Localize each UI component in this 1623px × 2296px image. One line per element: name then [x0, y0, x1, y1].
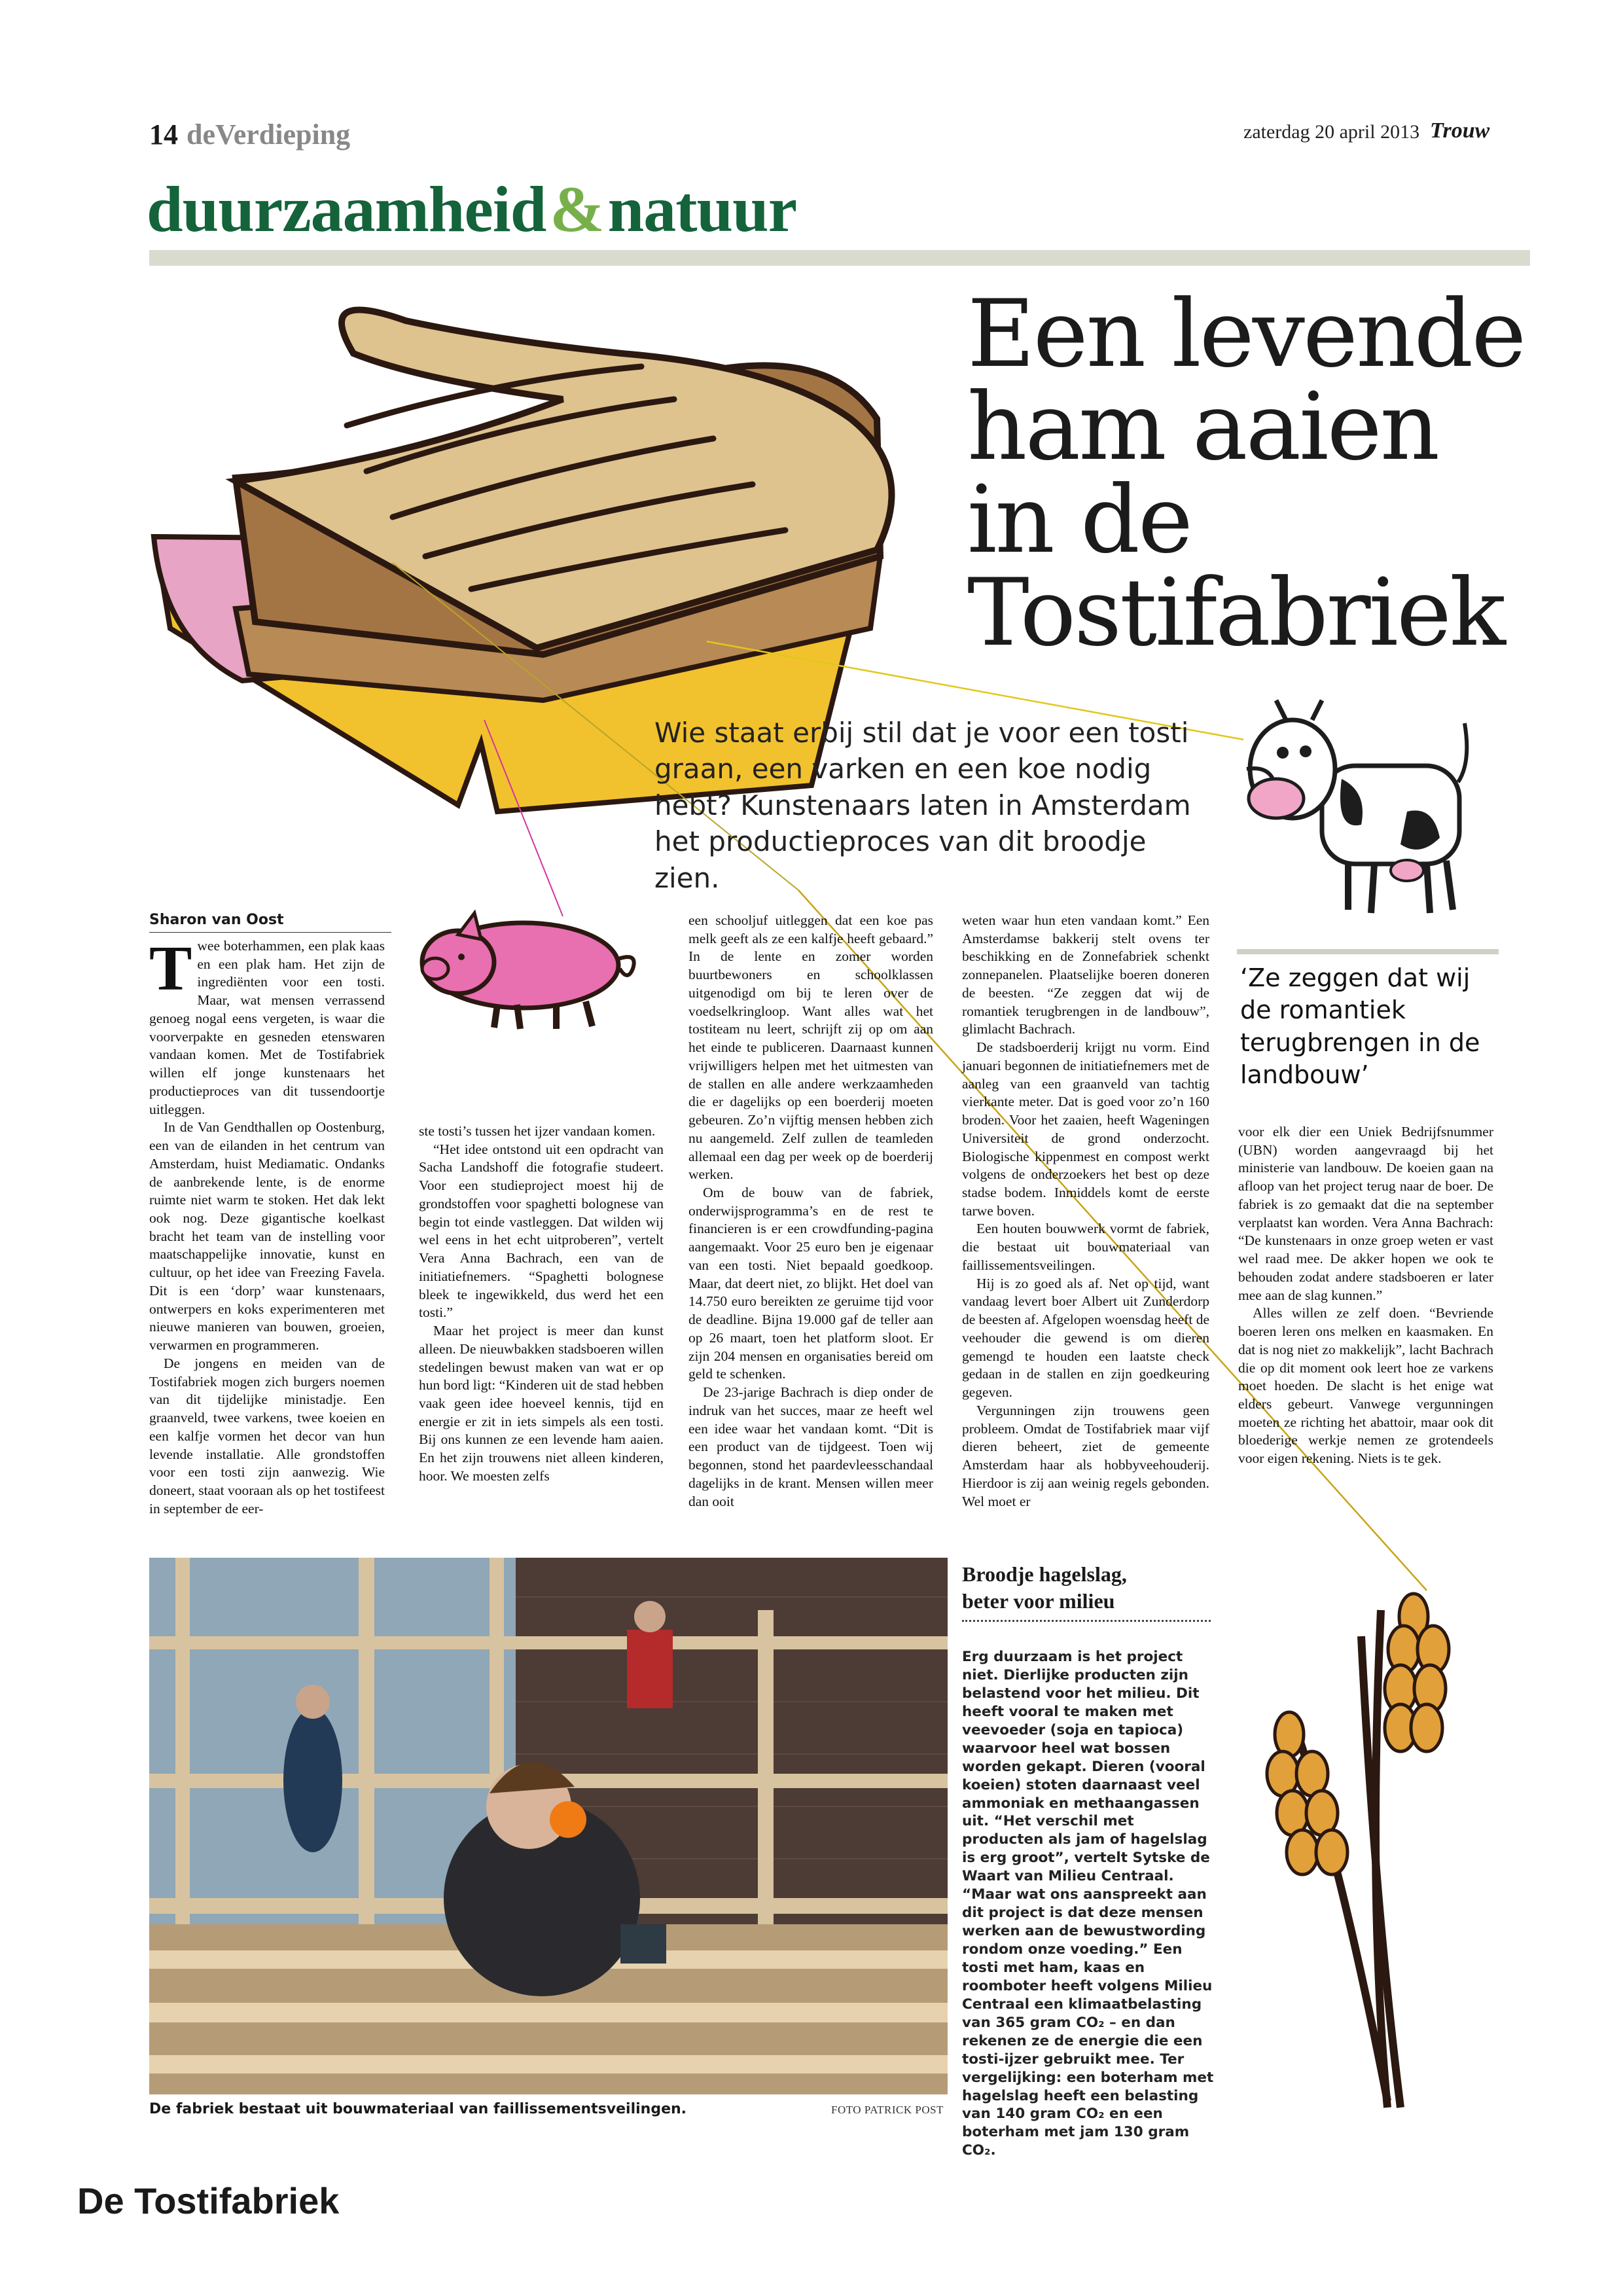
paragraph-text: wee boterhammen, een plak kaas en een plak ham. Het zijn de ingrediënten voor een tosti. Maar, wat mensen verrassend genoeg nogal eens vergeten, is waar die voorverpakte en gesneden etenswaren vandaan komen. Met de Tostifabriek willen elf jonge kunstenaars het productieproces van dit tussendoortje uitleggen.	[149, 938, 385, 1117]
paragraph: weten waar hun eten vandaan komt.” Een Amsterdamse bakkerij stelt ovens ter beschikking en de Zonnefabriek schenkt zonnepanelen. Plaatselijke boeren doneren de beesten. “Ze zeggen dat wij de romantiek terugbrengen in de landbouw”, glimlacht Bachrach.	[962, 912, 1209, 1037]
paragraph: ste tosti’s tussen het ijzer vandaan komen.	[419, 1123, 656, 1139]
paragraph: De 23-jarige Bachrach is diep onder de indruk van het succes, maar ze heeft wel een idee waar het vandaan komt. “Dit is een product van de tijdgeest. Toen wij begonnen, stond het paardevleesschandaal dagelijks in de krant. Mensen willen meer dan ooit	[688, 1384, 933, 1509]
page-number: 14	[149, 118, 178, 151]
wheat-icon	[1267, 1594, 1449, 2108]
byline: Sharon van Oost	[149, 912, 391, 933]
headline-line-3: in de	[967, 466, 1191, 574]
rubric-part2: natuur	[607, 173, 797, 245]
paragraph: voor elk dier een Uniek Bedrijfsnummer (UBN) worden aangevraagd bij het ministerie van landbouw. De koeien gaan na afloop van het project terug naar de boer. De fabriek is zo gemaakt dat die na september verplaatst kan worden. Vera Anna Bachrach: “De kunstenaars in onze groep weten er vast wel raad mee. De akker hopen we ook te behouden zodat andere stadsboeren er later mee aan de slag kunnen.”	[1238, 1124, 1493, 1303]
headline-line-2: ham aaien	[967, 373, 1438, 481]
article-intro: Wie staat erbij stil dat je voor een tosti graan, een varken en een koe nodig hebt? Kunstenaars laten in Amsterdam het productieproces van dit broodje zien.	[654, 717, 1191, 894]
paragraph: Alles willen ze zelf doen. “Bevriende boeren leren ons melken en kaasmaken. En dat is nog niet zo makkelijk”, lacht Bachrach die op dit moment ook leert hoe ze varkens moet hoeden. De slacht is het enige wat elders gebeurt. Vanwege vergunningen moeten ze richting het abattoir, maar ook dit bloederige werkje nemen ze grotendeels voor eigen rekening. Niets is te gek.	[1238, 1305, 1493, 1467]
photo-caption: De fabriek bestaat uit bouwmateriaal van faillissementsveilingen.	[149, 2101, 687, 2117]
quote-divider	[1237, 949, 1499, 954]
headline-line-1: Een levende	[967, 280, 1525, 388]
article-column-2	[419, 1122, 664, 1486]
article-column-1	[149, 933, 385, 1518]
headline-line-4: Tostifabriek	[967, 559, 1505, 667]
article-headline	[967, 280, 1556, 667]
pull-quote: ‘Ze zeggen dat wij de romantiek terugbrengen in de landbouw’	[1240, 963, 1480, 1090]
paragraph: Hij is zo goed als af. Net op tijd, want vandaag levert boer Albert uit Zunderdorp de beesten af. Afgelopen woensdag heeft de veehouder die gewend is om dieren gemengd te houden een laatste check gedaan in de stallen en zijn goedkeuring gegeven.	[962, 1275, 1209, 1401]
footer-title: De Tostifabriek	[77, 2180, 340, 2221]
newspaper-brand: Trouw	[1430, 118, 1490, 143]
paragraph: Een houten bouwwerk vormt de fabriek, die bestaat uit bouwmateriaal van faillissementsveilingen.	[962, 1221, 1209, 1273]
rubric-part1: duurzaamheid	[147, 173, 546, 245]
construction-photo	[149, 1558, 948, 2094]
paragraph: Om de bouw van de fabriek, onderwijsprogramma’s en de rest te financieren is er een crowdfunding-pagina aangemaakt. Voor 25 euro ben je eigenaar van een tosti. Niet bepaald goedkoop. Maar, dat deert niet, zo blijkt. Het doel van 14.750 euro bereikten ze geruime tijd voor de deadline. Bijna 19.000 gaf de teller aan op 26 maart, toen het platform sloot. Er zijn 204 mensen en organisaties bereid om geld te schenken.	[688, 1185, 933, 1382]
sidebar-title-line-1: Broodje hagelslag,	[962, 1562, 1127, 1586]
sidebar-title-line-2: beter voor milieu	[962, 1588, 1115, 1613]
article-column-5	[1238, 1123, 1493, 1468]
article-photo	[149, 1558, 948, 2094]
article-column-3	[688, 912, 933, 1511]
paragraph: De jongens en meiden van de Tostifabriek mogen zich burgers noemen van dit tijdelijke ministadje. Een graanveld, twee varkens, twee koeien en een kalfje vormen het decor van hun levende installatie. Alle grondstoffen voor een tosti zijn aanwezig. Wie doneert, staat vooraan als op het tostifeest in september de eer-	[149, 1355, 385, 1516]
rubric-ampersand: &	[550, 173, 604, 245]
paragraph: De stadsboerderij krijgt nu vorm. Eind januari begonnen de initiatiefnemers met de aanleg van een graanveld van tachtig vierkante meter. Dat is goed voor zo’n 160 broden. Voor het zaaien, heeft Wageningen Universiteit de grond onderzocht. Biologische kippenmest en compost werkt volgens de onderzoekers het best op deze stadse bodem. Inmiddels komt de eerste tarwe boven.	[962, 1039, 1209, 1219]
paragraph: Maar het project is meer dan kunst alleen. De nieuwbakken stadsboeren willen stedelingen bewust maken van wat er op hun bord ligt: “Kinderen uit de stad hebben vaak geen idee hoeveel kennis, tijd en energie er zit in iets simpels als een tosti. Bij ons kunnen ze een levende ham aaien. En het zijn trouwens niet alleen kinderen, hoor. We moesten zelfs	[419, 1323, 664, 1484]
paragraph	[149, 933, 385, 1119]
sidebar-title	[962, 1561, 1211, 1615]
section-name: deVerdieping	[187, 118, 351, 151]
drop-cap: T	[149, 933, 192, 1004]
photo-credit: FOTO PATRICK POST	[831, 2104, 944, 2116]
paragraph: een schooljuf uitleggen dat een koe pas melk geeft als ze een kalfje heeft gebaard.” In de lente en zomer worden buurtbewoners en schoolklassen uitgenodigd om bij te leren over de voedselkringloop. Want alles wat het tostiteam nu leert, schrijft zij op om aan het einde te publiceren. Daarnaast kunnen vrijwilligers helpen met het uitmesten van de stallen en alle andere werkzaamheden die er dagelijks op een boerderij moeten gebeuren. Zo’n vijftig mensen hebben zich nu aangemeld. Zelf zullen de teamleden allemaal een dag per week op de boerderij werken.	[688, 912, 933, 1183]
paragraph: “Het idee ontstond uit een opdracht van Sacha Landshoff die fotografie studeert. Voor een studieproject moest hij de grondstoffen voor spaghetti bolognese van begin tot einde vastleggen. Dat wilden wij wel eens in het echt uitproberen”, vertelt Vera Anna Bachrach, een van de initiatiefnemers. “Spaghetti bolognese bleek te ingewikkeld, dus werd het een tosti.”	[419, 1141, 664, 1321]
issue-date: zaterdag 20 april 2013	[1243, 121, 1420, 143]
sidebar-body: Erg duurzaam is het project niet. Dierlijke producten zijn belastend voor het milieu. Dit heeft vooral te maken met veevoeder (soja en tapioca) waarvoor heel wat bossen worden gekapt. Dieren (vooral koeien) stoten daarnaast veel ammoniak en methaangassen uit. “Het verschil met producten als jam of hagelslag is erg groot”, vertelt Sytske de Waart van Milieu Centraal. “Maar wat ons aanspreekt aan dit project is dat deze mensen werken aan de bewustwording rondom onze voeding.” Een tosti met ham, kaas en roomboter heeft volgens Milieu Centraal een klimaatbelasting van 365 gram CO₂ – en dan rekenen ze de energie die een tosti-ijzer gebruikt mee. Ter vergelijking: een boterham met hagelslag heeft een belasting van 140 gram CO₂ en een boterham met jam 130 gram CO₂.	[962, 1649, 1214, 2159]
pig-icon	[422, 913, 634, 1029]
paragraph: In de Van Gendthallen op Oostenburg, een van de eilanden in het centrum van Amsterdam, huist Mediamatic. Ondanks de aanbrekende lente, is de enorme ruimte niet warm te stoken. Het dak lekt ook nog. Deze gigantische koelkast bracht het team van de instelling voor maatschappelijke innovatie, kunst en cultuur, op het idee van Freezing Favela. Dit is een ‘dorp’ waar kunstenaars, ontwerpers en koks experimenteren met nieuwe manieren van bouwen, groeien, verwarmen en programmeren.	[149, 1119, 385, 1354]
article-column-4	[962, 912, 1209, 1511]
cow-icon	[1247, 700, 1467, 913]
paragraph: Vergunningen zijn trouwens geen probleem. Omdat de Tostifabriek maar vijf dieren beheert, ziet de gemeente Amsterdam haar als hobbyveehouderij. Hierdoor is zij aan weinig regels gebonden. Wel moet er	[962, 1402, 1209, 1509]
sidebar-divider	[962, 1620, 1211, 1622]
